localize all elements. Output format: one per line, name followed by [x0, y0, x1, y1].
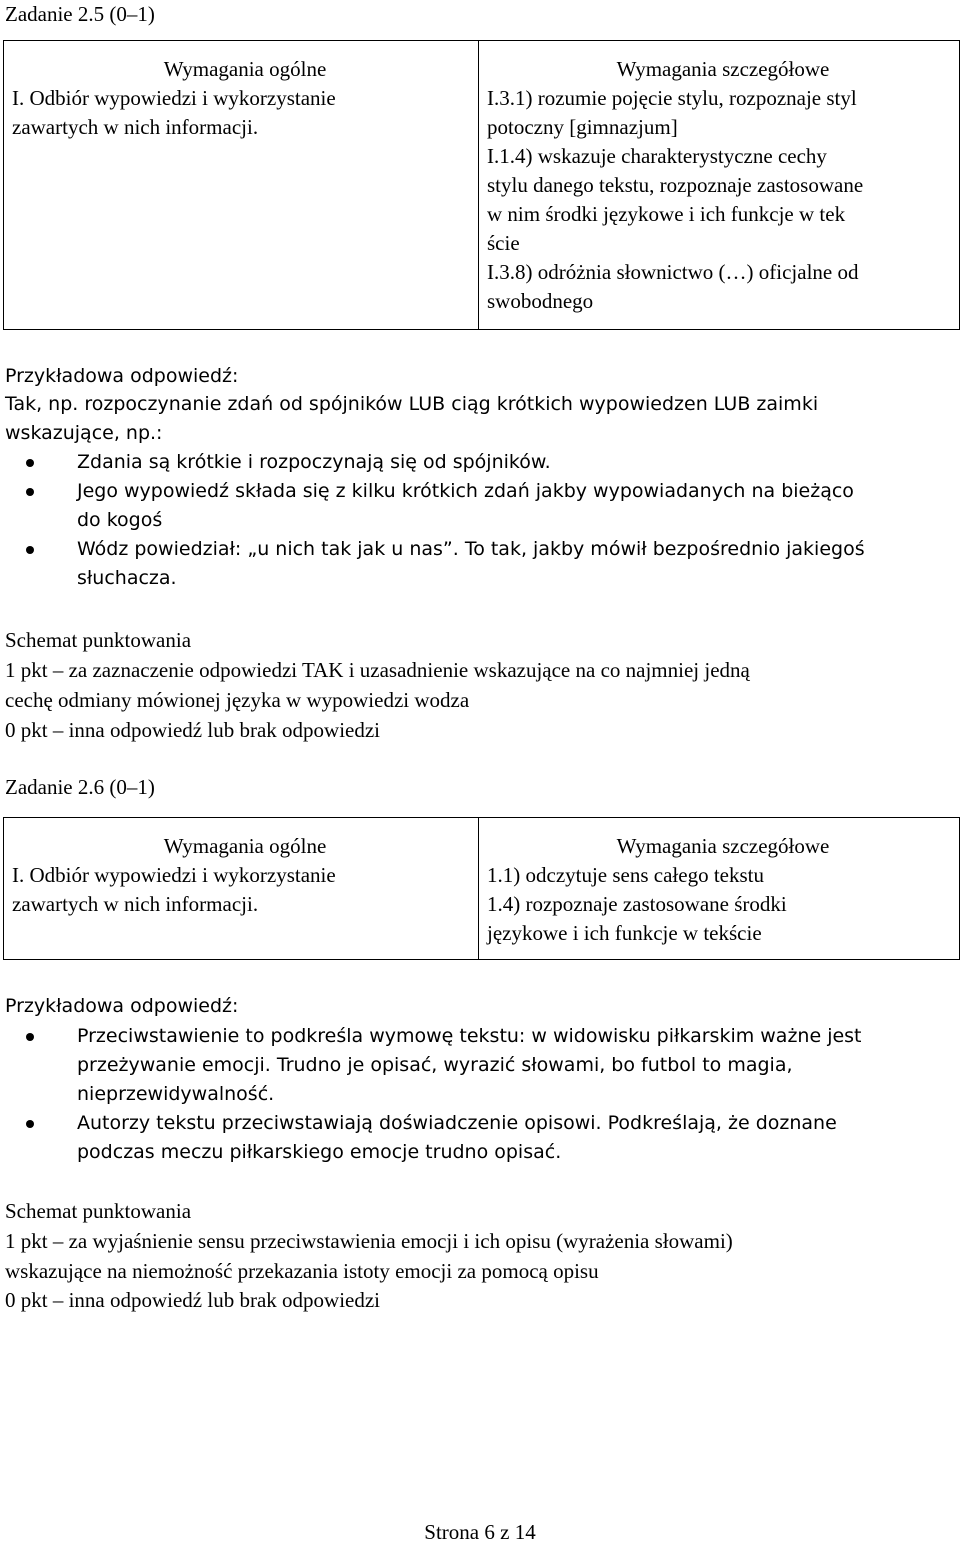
bullet-icon	[26, 1033, 34, 1041]
list-item	[0, 448, 937, 477]
scoring-line: 1 pkt – za wyjaśnienie sensu przeciwstawienia emocji i ich opisu (wyrażenia słowami)	[5, 1229, 733, 1253]
page-number: Strona 6 z 14	[424, 1520, 536, 1544]
bullet-line: słuchacza.	[77, 567, 177, 589]
scoring-line: wskazujące na niemożność przekazania istoty emocji za pomocą opisu	[5, 1259, 599, 1283]
scoring-line: cechę odmiany mówionej języka w wypowiedzi wodza	[5, 688, 470, 712]
bullet-line: podczas meczu piłkarskiego emocje trudno opisać.	[77, 1141, 562, 1163]
detailed-line: I.1.4) wskazuje charakterystyczne cechy	[487, 144, 827, 168]
answer-intro-line: wskazujące, np.:	[5, 422, 163, 444]
general-requirements-cell	[4, 41, 479, 330]
scoring-heading: Schemat punktowania	[5, 628, 192, 652]
bullet-line: Wódz powiedział: „u nich tak jak u nas”. To tak, jakby mówił bezpośrednio jakiegoś	[77, 538, 865, 560]
answer-heading: Przykładowa odpowiedź:	[5, 365, 239, 387]
bullet-line: Przeciwstawienie to podkreśla wymowę tekstu: w widowisku piłkarskim ważne jest	[77, 1025, 862, 1047]
list-item	[0, 1022, 937, 1109]
requirements-table	[3, 40, 960, 330]
detailed-line: ście	[487, 231, 520, 255]
general-line: I. Odbiór wypowiedzi i wykorzystanie	[12, 863, 336, 887]
bullet-line: nieprzewidywalność.	[77, 1083, 275, 1105]
detailed-requirements-cell	[479, 818, 960, 960]
answer-bullet-list	[0, 1022, 960, 1167]
scoring-heading: Schemat punktowania	[5, 1199, 192, 1223]
header-general: Wymagania ogólne	[163, 57, 327, 81]
bullet-line: Autorzy tekstu przeciwstawiają doświadczenie opisowi. Podkreślają, że doznane	[77, 1112, 837, 1134]
answer-intro-line: Tak, np. rozpoczynanie zdań od spójników LUB ciąg krótkich wypowiedzen LUB zaimki	[5, 393, 819, 415]
bullet-line: do kogoś	[77, 509, 163, 531]
detailed-line: 1.1) odczytuje sens całego tekstu	[487, 863, 764, 887]
header-detailed: Wymagania szczegółowe	[616, 57, 830, 81]
header-general: Wymagania ogólne	[163, 834, 327, 858]
detailed-line: 1.4) rozpoznaje zastosowane środki	[487, 892, 787, 916]
requirements-table	[3, 817, 960, 960]
detailed-line: I.3.8) odróżnia słownictwo (…) oficjalne od	[487, 260, 859, 284]
task-title: Zadanie 2.6 (0–1)	[5, 775, 155, 799]
general-requirements-cell	[4, 818, 479, 960]
bullet-icon	[26, 459, 34, 467]
general-line: zawartych w nich informacji.	[12, 892, 259, 916]
scoring-line: 0 pkt – inna odpowiedź lub brak odpowiedzi	[5, 1288, 381, 1312]
scoring-line: 1 pkt – za zaznaczenie odpowiedzi TAK i uzasadnienie wskazujące na co najmniej jedną	[5, 658, 750, 682]
general-line: zawartych w nich informacji.	[12, 115, 259, 139]
list-item	[0, 1109, 937, 1167]
list-item	[0, 477, 937, 535]
detailed-line: swobodnego	[487, 289, 594, 313]
header-detailed: Wymagania szczegółowe	[616, 834, 830, 858]
detailed-line: językowe i ich funkcje w tekście	[487, 921, 762, 945]
bullet-line: Jego wypowiedź składa się z kilku krótkich zdań jakby wypowiadanych na bieżąco	[77, 480, 854, 502]
detailed-line: stylu danego tekstu, rozpoznaje zastosowane	[487, 173, 864, 197]
bullet-icon	[26, 1120, 34, 1128]
bullet-line: przeżywanie emocji. Trudno je opisać, wyrazić słowami, bo futbol to magia,	[77, 1054, 793, 1076]
list-item	[0, 535, 937, 593]
detailed-line: w nim środki językowe i ich funkcje w tek	[487, 202, 846, 226]
bullet-icon	[26, 546, 34, 554]
scoring-line: 0 pkt – inna odpowiedź lub brak odpowiedzi	[5, 718, 381, 742]
task-title: Zadanie 2.5 (0–1)	[5, 2, 155, 26]
answer-bullet-list	[0, 448, 960, 593]
bullet-line: Zdania są krótkie i rozpoczynają się od spójników.	[77, 451, 551, 473]
detailed-requirements-cell	[479, 41, 960, 330]
bullet-icon	[26, 488, 34, 496]
answer-heading: Przykładowa odpowiedź:	[5, 995, 239, 1017]
detailed-line: potoczny [gimnazjum]	[487, 115, 678, 139]
general-line: I. Odbiór wypowiedzi i wykorzystanie	[12, 86, 336, 110]
detailed-line: I.3.1) rozumie pojęcie stylu, rozpoznaje styl	[487, 86, 857, 110]
